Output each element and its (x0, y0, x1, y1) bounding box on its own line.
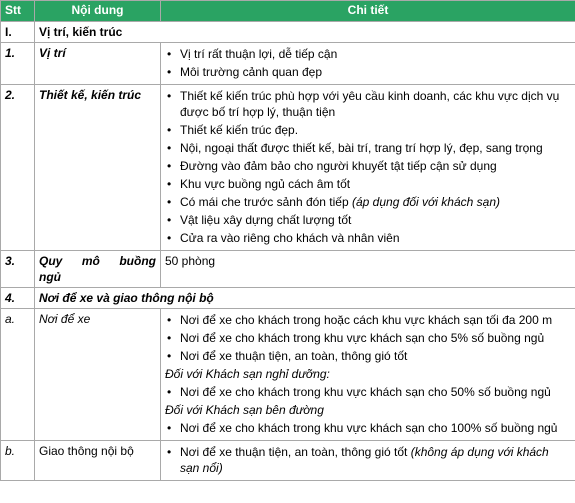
list-item: • Thiết kế kiến trúc đẹp. (165, 122, 571, 138)
list-item: • Nơi để xe thuận tiện, an toàn, thông gió tốt (165, 348, 571, 364)
list-item: • Thiết kế kiến trúc phù hợp với yêu cầu kinh doanh, các khu vực dịch vụ được bố trí hợp lý, thuận tiện (165, 88, 571, 120)
item-note: (áp dụng đối với khách sạn) (348, 195, 500, 209)
row-detail: 50 phòng (161, 251, 575, 288)
row-stt: 2. (1, 85, 35, 251)
table-row (1, 251, 575, 288)
row-detail (161, 43, 575, 85)
row-content-line2: ngủ (39, 270, 61, 284)
row-content: Thiết kế, kiến trúc (35, 85, 161, 251)
row-stt: 3. (1, 251, 35, 288)
row-stt: I. (1, 22, 35, 43)
item-text: Có mái che trước sảnh đón tiếp (180, 195, 349, 209)
list-item: • Vật liệu xây dựng chất lượng tốt (165, 212, 571, 228)
table-row (1, 309, 575, 441)
header-stt: Stt (1, 1, 35, 22)
row-stt: b. (1, 441, 35, 481)
sub-heading: Đối với Khách sạn nghỉ dưỡng: (165, 367, 330, 381)
section-title: Vị trí, kiến trúc (35, 22, 575, 43)
list-item: • Nội, ngoại thất được thiết kế, bài trí, trang trí hợp lý, đẹp, sang trọng (165, 140, 571, 156)
row-content: Nơi để xe (35, 309, 161, 441)
row-content-line1: Quy mô buồng (39, 254, 156, 268)
list-item: • Nơi để xe cho khách trong hoặc cách khu vực khách sạn tối đa 200 m (165, 312, 571, 328)
row-content: Giao thông nội bộ (35, 441, 161, 481)
item-note: (không áp dụng với khách sạn nổi) (180, 445, 549, 475)
row-content (35, 251, 161, 288)
table-row (1, 441, 575, 481)
row-detail (161, 85, 575, 251)
list-item: • Nơi để xe cho khách trong khu vực khách sạn cho 50% số buồng ngủ (165, 384, 571, 400)
item-text: Nơi để xe thuận tiện, an toàn, thông gió tốt (180, 445, 408, 459)
list-item: • Cửa ra vào riêng cho khách và nhân viên (165, 230, 571, 246)
list-item: • Nơi để xe cho khách trong khu vực khách sạn cho 5% số buồng ngủ (165, 330, 571, 346)
list-item (165, 194, 571, 210)
list-item: • Khu vực buồng ngủ cách âm tốt (165, 176, 571, 192)
row-detail (161, 309, 575, 441)
list-item: • Nơi để xe cho khách trong khu vực khách sạn cho 100% số buồng ngủ (165, 420, 571, 436)
table-header-row (1, 1, 575, 22)
list-item: • Môi trường cảnh quan đẹp (165, 64, 571, 80)
table-row (1, 22, 575, 43)
list-item: • Đường vào đảm bảo cho người khuyết tật tiếp cận sử dụng (165, 158, 571, 174)
sub-heading: Đối với Khách sạn bên đường (165, 403, 324, 417)
row-content: Vị trí (35, 43, 161, 85)
row-stt: 1. (1, 43, 35, 85)
header-content: Nội dung (35, 1, 161, 22)
header-detail: Chi tiết (161, 1, 575, 22)
table-row (1, 288, 575, 309)
list-item (165, 444, 571, 476)
list-item: • Vị trí rất thuận lợi, dễ tiếp cận (165, 46, 571, 62)
row-stt: a. (1, 309, 35, 441)
table-row (1, 43, 575, 85)
section-title: Nơi để xe và giao thông nội bộ (35, 288, 575, 309)
row-stt: 4. (1, 288, 35, 309)
table-row (1, 85, 575, 251)
row-detail (161, 441, 575, 481)
